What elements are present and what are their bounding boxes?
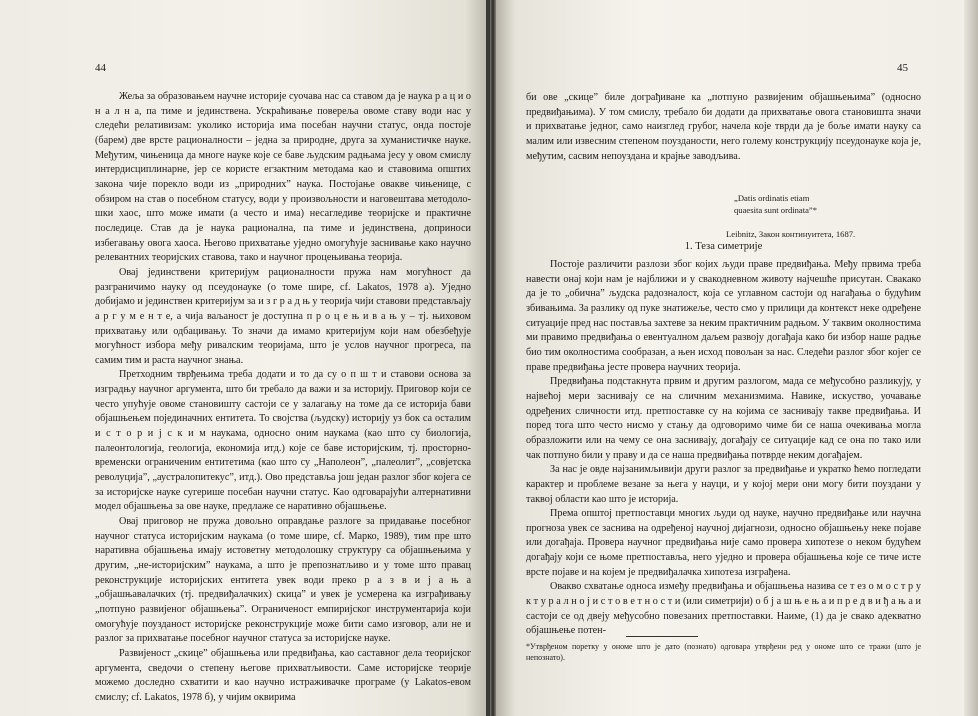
epigraph-quote-line: „Datis ordinatis etiam xyxy=(734,193,810,203)
epigraph xyxy=(726,192,906,240)
paragraph: Овај јединствени критеријум рационалности пружа нам могућност да разграничимо науку од псеудонауке (о томе шире, cf. Lakatos, 1978 a). Уједно добијамо и јединствен критеријум за и з г р а д њ у теорија чији ставови представљају а р г у м е н т е, а чија ваљаност је доступна п р о ц е њ и в а њ у – тј. њиховом прихватању или одбацивању. То значи да имамо критеријум који нам обезбеђује могућност избора међу ривалским теоријама, што је услов научног прогреса, па самим тим и раста научног знања. xyxy=(95,266,471,366)
left-page-body xyxy=(95,90,471,706)
paragraph: би ове „скице” биле дограђиване ка „потпуно развијеним објашњењима” (односно предвиђањима). У том смислу, требало би додати да прихватање овога становишта значи и прихватање једног, само наизглед грубог, начела које тврди да је боље имати науку са малим или извесним степеном поузданости, него голему конструкцију псеудонауке која је, међутим, сасвим непоуздана и крајње заводљива. xyxy=(526,92,921,162)
footnote-rule xyxy=(626,636,698,637)
footnote: *Утврђеном поретку у ономе што је дато (познато) одговара утврђени ред у ономе што се тражи (што је непознато). xyxy=(526,642,921,662)
epigraph-author: Leibnitz, Закон континуитета, 1687. xyxy=(726,229,856,239)
paragraph: Претходним тврђењима треба додати и то да су о п ш т и ставови основа за изградњу научног аргумента, што би требало да важи и за историју. Приговор који се често упућује овоме становишту састоји се у залагању на томе да се историја бави објашњењем појединачних ентитета. То својства (људску) историју уз бок са осталим и с т о р и ј с к и м наукама, односно оним наукама (као што су биологија, палеонтологија, геологија, економија итд.) које се баве историјским, тј. просторно-временски ограниченим ентитетима (као што су „Наполеон”, „палеолит”, „совјетска револуција”, „аустралопитекус”, итд.). Ово представља још један разлог због којега се за историјске науке сугерише посебан научни статус. Као одговарајући алтернативни модел објашњења за ове науке, предлаже се наративно објашњење. xyxy=(95,369,471,513)
paragraph: Развијеност „скице” објашњења или предвиђања, као саставног дела теоријског аргумента, сведочи о степену његове прихватљивости. Саме историјске теорије можемо доследно схватити и као научно истраживачке програме (у Lakatos-евом смислу; cf. Lakatos, 1978 б), у чијим оквирима xyxy=(95,647,471,703)
right-page-intro xyxy=(526,91,921,164)
paragraph: Жеља за образовањем научне историје суочава нас са ставом да је нaука р а ц и о н а л н а, па тиме и јединствена. Ускраћивање повереља овоме ставу води нас у следећи релативизам: уколико историја има посебан научни статус, онда постоје (барем) две врсте рационалности – једна за природне, друга за хуманистичке науке. Међутим, чињеница да многе науке које се баве људским радњама јесу у овом смислу интердисциплинарне, јер се користе егзактним методама као и ставовима општих закона чије порекло води из „природних” наука. Постојање овакве чињенице, с обзиром на став о посебном статусу, води у произвољности и наговештава методолошки хаос, што може имати (а често и има) несагледиве теоријске и практичне последице. Став да је наука рационална, па тиме и јединствена, доприноси избегавању овога хаоса. Његово прихватање уједно омогућује заснивање како научно релевантних теоријских ставова, тако и научног процењивања теорија. xyxy=(95,91,471,264)
paragraph: Овакво схватање односа између предвиђања и објашњења назива се т ез о м о с т р у к т у р а л н о ј и с т о в е т н о с т и (или симетрији) о б ј а ш њ е њ а и п р е д в и ђ а њ а и састоји се од двеју међусобно повезаних претпоставки. Наиме, (1) да је свако адекватно објашњење потен- xyxy=(526,581,921,637)
paragraph: Овај приговор не пружа довољно оправдање разлоге за придавање посебног научног статуса историјским наукама (о томе шире, cf. Марко, 1989), тим пре што наративна објашњења имају истоветну методолошку структуру са објашњењима у другим, „не-историјским” наукама, а што је препознатљиво и у томе што правац реконструкције историјских ентитета увек води преко р а з в и ј а њ а „објашњавалачких (тј. предвиђалачких) скица” и увек је усмерена ка изграђивању „потпуно развијеног објашњења”. Ограниченост емпиријског инструментарија који омогућује поузданост историјске реконструкције може бити само изговор, али не и разлог за прихватање посебног научног статуса за историјске науке. xyxy=(95,516,471,645)
right-page-body xyxy=(526,258,921,639)
epigraph-quote-line: quaesita sunt ordinata”* xyxy=(734,205,818,215)
paragraph: За нас је овде најзанимљивији други разлог за предвиђање и укратко ћемо погледати карактер и проблеме везане за њега у науци, и у којој мери они могу бити поуздани у таквој области као што је историја. xyxy=(526,464,921,505)
page-number-left: 44 xyxy=(95,62,106,74)
paragraph: Према општој претпоставци многих људи од науке, научно предвиђање или научна прогноза увек се заснива на одређеној научној дијагнози, односно објашњењу неке појаве или догађаја. Провера научног предвиђања није само провера хипотезе о неком будућем догађају који се њоме претпостављa, него уједно и провера објашњења које се тиче исте врсте појаве и на којем је предвиђалачка хипотеза изграђена. xyxy=(526,508,921,578)
right-page xyxy=(496,0,978,716)
paragraph: Предвиђања подстакнута првим и другим разлогом, мада се међусобно разликују, у највећој мери заснивају се на сличним механизмима. Навике, искуство, уочавање одређених сличности итд. претпоставке су на којима се заснивају такве предвиђања. И поред тога што често нисмо у стању да одговоримо чиме би се наша очекивања могла образложити или на чему се она заснивају, догађају се ситуације кад се она по тако или чак потпуно били у праву и да се наша предвиђања потврде неким догађајем. xyxy=(526,376,921,461)
paragraph: Постоје различити разлози због којих људи праве предвиђања. Међу првима треба навести онај који нам је најближи и у свакодневном животу најчешће присутан. Свакако да је то „обична” људска радозналост, која се углавном састоји од нагађања о будућим збивањима. За разлику од пуке знатижеље, често смо у прилици да контекст некe одређене ситуације пред нас постављa захтеве за неким практичним радњом. У таквим околностима ми правимо предвиђања о евентуалном даљем развоју догађаја како би избор наше радње био тим околностима сообразан, а њен исход повољан за нас. Следећи разлог због којег се праве предвиђања јесте провера научних теорија. xyxy=(526,259,921,373)
page-number-right: 45 xyxy=(897,62,908,74)
section-title: 1. Теза симетрије xyxy=(684,241,763,252)
